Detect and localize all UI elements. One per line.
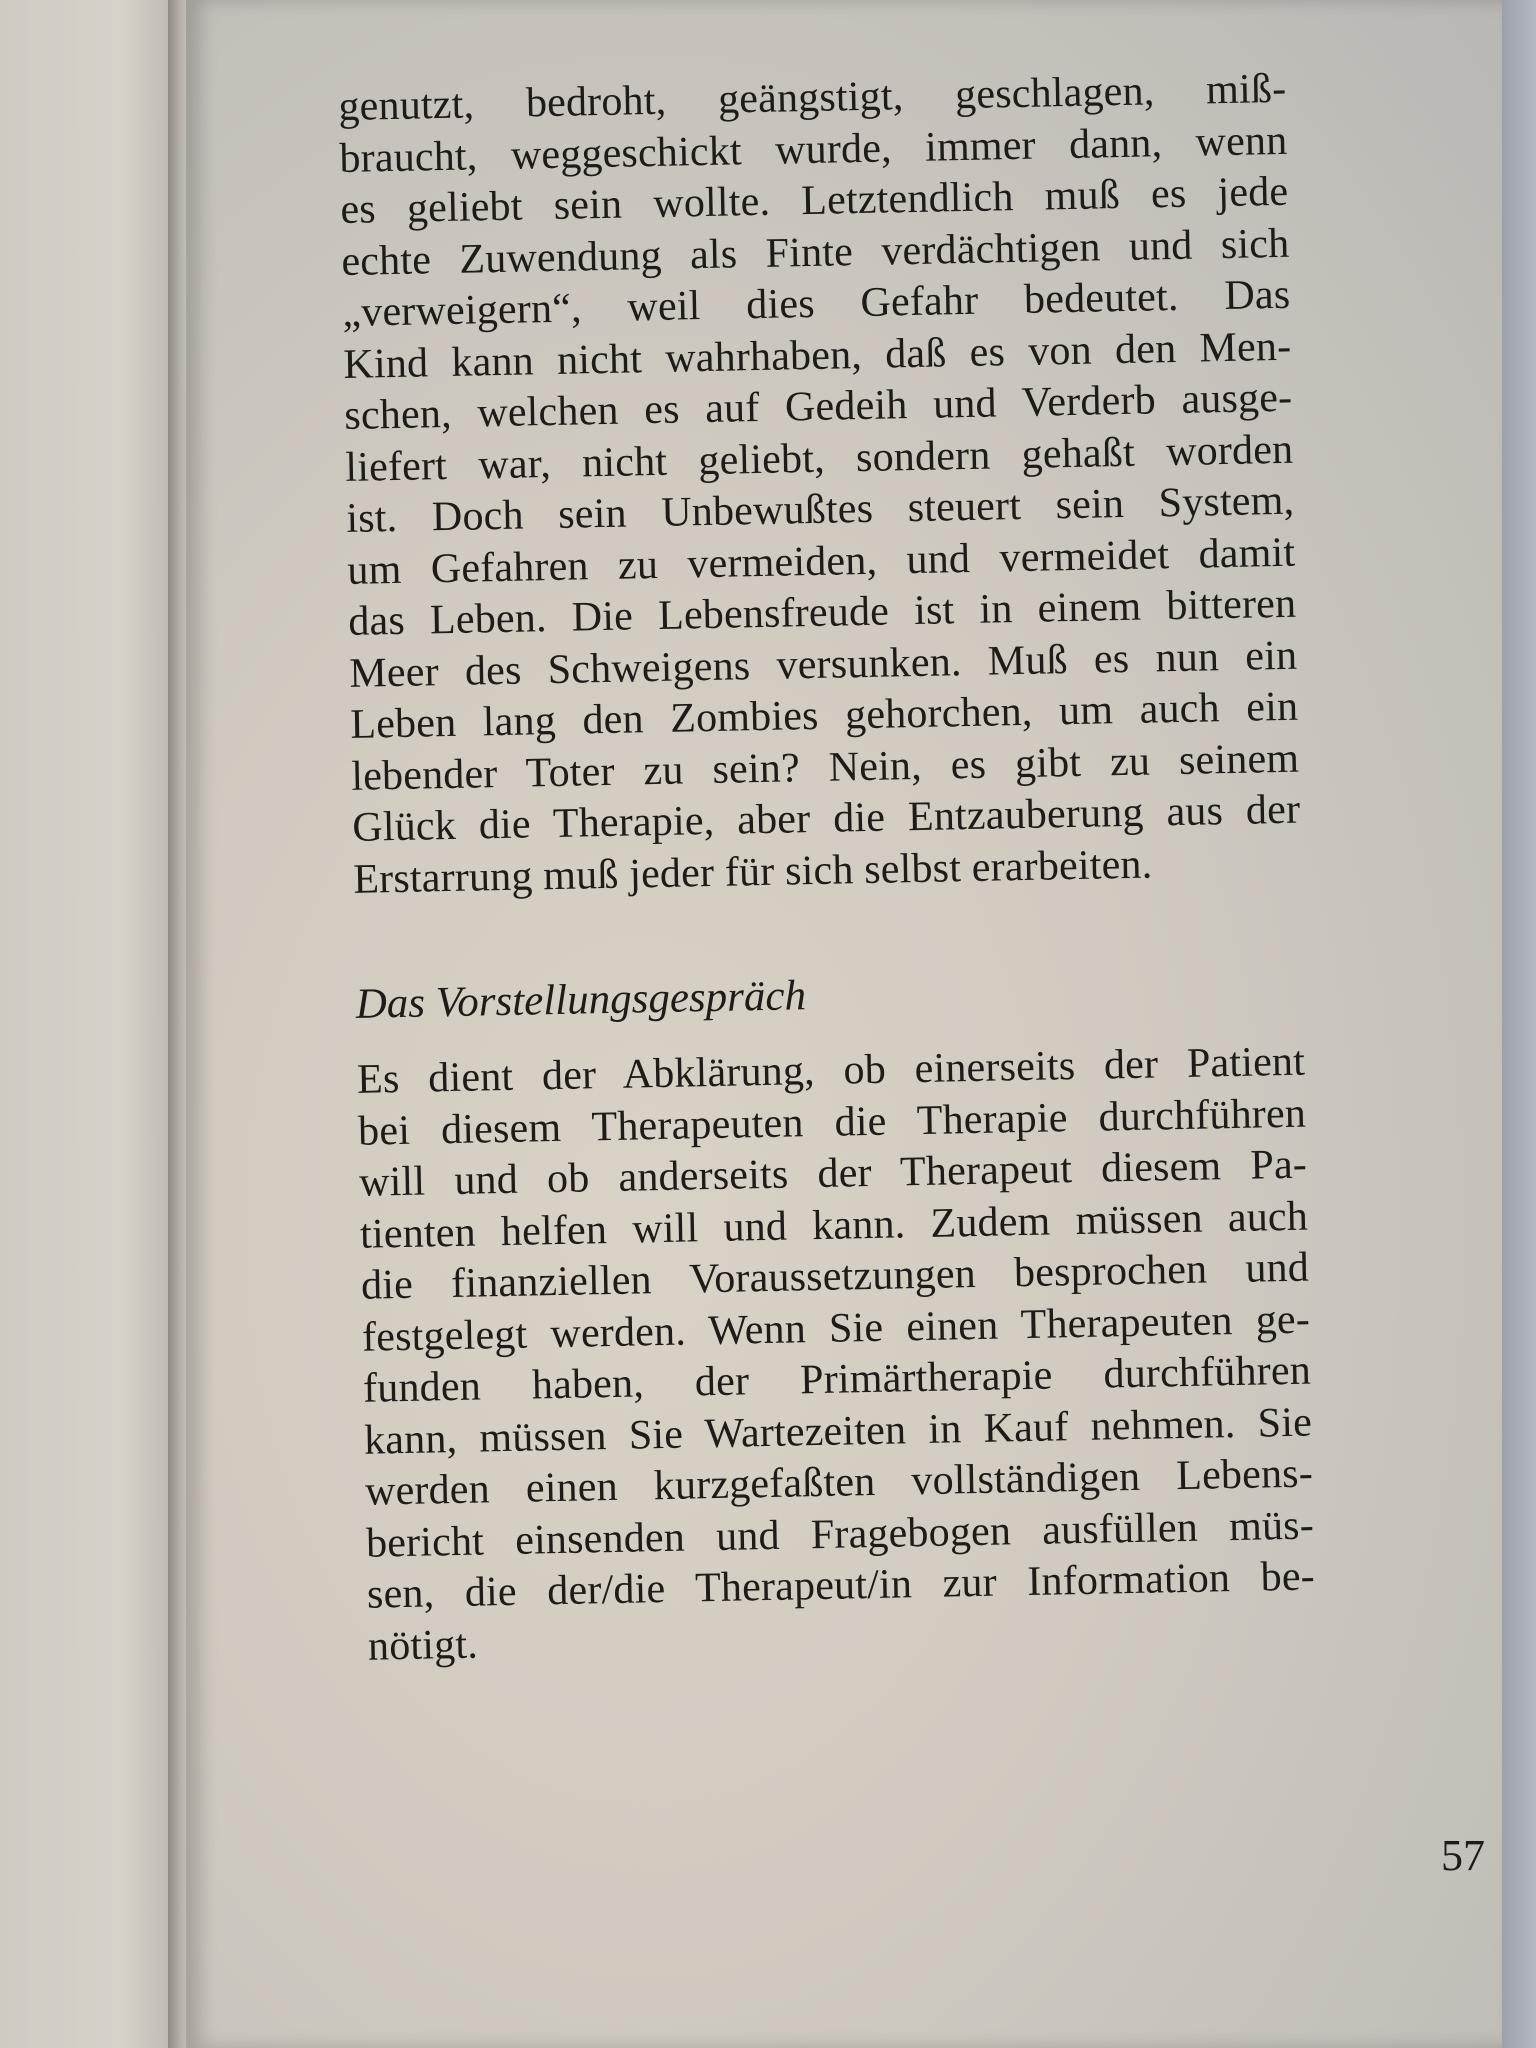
text-line: Meer des Schweigens versunken. Muß es nun ein [348,632,1298,697]
text-line: es geliebt sein wollte. Letztendlich muß es jede [340,168,1289,233]
text-line: werden einen kurzgefaßten vollständigen Lebens- [364,1450,1314,1515]
text-line: Kind kann nicht wahrhaben, daß es von den Men- [342,323,1292,388]
text-line: liefert war, nicht geliebt, sondern gehaßt worden [344,426,1294,491]
text-line: das Leben. Die Lebensfreude ist in einem bitteren [347,580,1297,645]
text-line: „verweigern“, weil dies Gefahr bedeutet. Das [341,271,1291,336]
text-line: lebender Toter zu sein? Nein, es gibt zu seinem [350,735,1300,800]
paragraph-2 [357,1037,1317,1673]
background-edge [1500,0,1536,2048]
left-facing-page [0,0,175,2048]
text-line: Glück die Therapie, aber die Entzauberung aus der [351,786,1301,851]
text-line: will und ob anderseits der Therapeut diesem Pa- [358,1141,1308,1206]
text-line: Leben lang den Zombies gehorchen, um auch ein [349,683,1299,748]
text-line: tienten helfen will und kann. Zudem müssen auch [359,1193,1309,1258]
text-line: bericht einsenden und Fragebogen ausfüllen müs- [365,1502,1315,1567]
paragraph-1 [338,64,1302,906]
text-line: festgelegt werden. Wenn Sie einen Therapeuten ge- [361,1296,1311,1361]
text-line: Es dient der Abklärung, ob einerseits der Patient [356,1038,1306,1103]
text-line: die finanziellen Voraussetzungen besprochen und [360,1244,1310,1309]
page-text-block [338,64,1316,1673]
text-line: Erstarrung muß jeder für sich selbst erarbeiten. [352,841,1153,903]
text-line: schen, welchen es auf Gedeih und Verderb ausge- [343,374,1293,439]
text-line: nötigt. [367,1621,479,1670]
page-number: 57 [1441,1831,1485,1880]
text-line: ist. Doch sein Unbewußtes steuert sein System, [345,477,1295,542]
text-line: braucht, weggeschickt wurde, immer dann, wenn [339,117,1288,182]
text-line: kann, müssen Sie Wartezeiten in Kauf nehmen. Sie [363,1399,1313,1464]
section-heading: Das Vorstellungsgespräch [355,972,807,1028]
text-line: genutzt, bedroht, geängstigt, geschlagen, miß- [338,65,1287,130]
text-line: funden haben, der Primärtherapie durchführen [362,1347,1312,1412]
text-line: echte Zuwendung als Finte verdächtigen und sich [341,220,1290,285]
text-line: sen, die der/die Therapeut/in zur Information be- [366,1553,1316,1618]
text-line: um Gefahren zu vermeiden, und vermeidet damit [346,529,1296,594]
book-page [186,0,1502,2048]
text-line: bei diesem Therapeuten die Therapie durchführen [357,1090,1307,1155]
